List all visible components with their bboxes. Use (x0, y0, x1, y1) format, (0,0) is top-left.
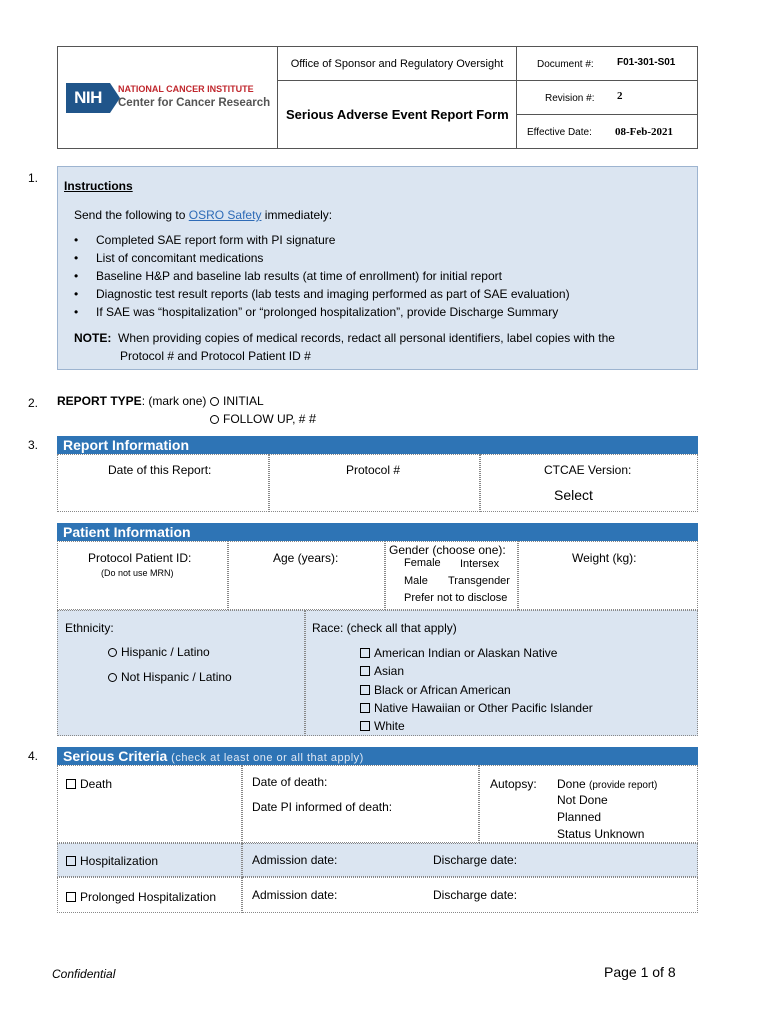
doc-number-label: Document #: (537, 59, 594, 70)
nih-logo: NIH (66, 83, 110, 113)
hospitalization-checkbox[interactable] (66, 856, 76, 866)
protocol-number-label: Protocol # (346, 463, 401, 477)
race-checkbox[interactable] (360, 703, 370, 713)
ctcae-version-select[interactable]: Select (554, 487, 593, 503)
race-option-label: American Indian or Alaskan Native (374, 646, 558, 660)
intro-text: Send the following to (74, 208, 189, 222)
race-option-label: Black or African American (374, 683, 511, 697)
report-date-cell[interactable] (57, 454, 269, 512)
note-line-2: Protocol # and Protocol Patient ID # (120, 349, 311, 363)
effective-date-value: 08-Feb-2021 (615, 126, 674, 138)
protocol-number-cell[interactable] (269, 454, 480, 512)
race-checkbox[interactable] (360, 721, 370, 731)
race-cell (305, 610, 698, 736)
prolonged-hospitalization-option[interactable] (66, 890, 216, 904)
autopsy-label: Autopsy: (490, 777, 537, 791)
race-option[interactable] (360, 683, 511, 697)
autopsy-cell (479, 765, 698, 843)
effective-date-label: Effective Date: (527, 127, 592, 138)
form-title: Serious Adverse Event Report Form (286, 107, 509, 122)
list-item: • List of concomitant medications (74, 251, 570, 269)
document-header (57, 46, 698, 149)
pi-informed-label: Date PI informed of death: (252, 800, 393, 814)
race-option[interactable] (360, 664, 404, 678)
ethnicity-cell (57, 610, 305, 736)
report-type-label (57, 394, 206, 408)
ethnicity-not-hispanic-option[interactable] (108, 670, 232, 684)
prolonged-dates-cell[interactable] (242, 877, 698, 913)
logo-cell (58, 47, 278, 148)
race-checkbox[interactable] (360, 666, 370, 676)
race-option[interactable] (360, 646, 557, 660)
list-item: • If SAE was “hospitalization” or “prolonged hospitalization”, provide Discharge Summary (74, 305, 570, 323)
revision-label: Revision #: (545, 93, 595, 104)
initial-radio[interactable] (210, 397, 219, 406)
death-checkbox[interactable] (66, 779, 76, 789)
list-item: • Diagnostic test result reports (lab tests and imaging performed as part of SAE evaluation) (74, 287, 570, 305)
instructions-panel (57, 166, 698, 370)
hospitalization-option[interactable] (66, 854, 158, 868)
title-cell (278, 47, 517, 148)
age-cell[interactable] (228, 541, 385, 610)
report-type-initial-option[interactable] (210, 394, 264, 408)
gender-option-prefer-not[interactable]: Prefer not to disclose (404, 592, 508, 604)
race-option[interactable] (360, 719, 405, 733)
institute-name: NATIONAL CANCER INSTITUTE (118, 84, 254, 94)
prolonged-checkbox[interactable] (66, 892, 76, 902)
race-option-label: White (374, 719, 405, 733)
date-of-death-label: Date of death: (252, 775, 328, 789)
section-number-3: 3. (28, 438, 39, 452)
admission-date-label: Admission date: (252, 853, 338, 867)
gender-label: Gender (choose one): (389, 543, 506, 557)
report-information-header: Report Information (57, 436, 698, 454)
gender-option-intersex[interactable]: Intersex (460, 558, 500, 570)
instructions-title: Instructions (64, 179, 133, 193)
race-label: Race: (check all that apply) (312, 621, 457, 635)
intro-text-end: immediately: (261, 208, 333, 222)
center-name: Center for Cancer Research (118, 97, 271, 109)
ctcae-version-cell (480, 454, 698, 512)
serious-criteria-header (57, 747, 698, 765)
doc-meta (517, 47, 698, 148)
patient-id-label: Protocol Patient ID: (88, 551, 192, 565)
report-date-label: Date of this Report: (108, 463, 212, 477)
note-label: NOTE: (74, 331, 112, 345)
not-hispanic-radio[interactable] (108, 673, 117, 682)
doc-number-row (517, 47, 698, 81)
admission-date-label: Admission date: (252, 888, 338, 902)
initial-label: INITIAL (223, 394, 264, 408)
effective-date-row (517, 115, 698, 149)
patient-id-cell[interactable] (57, 541, 228, 610)
discharge-date-label: Discharge date: (433, 888, 518, 902)
ethnicity-label: Ethnicity: (65, 621, 114, 635)
gender-cell (385, 541, 518, 610)
section-number-1: 1. (28, 171, 39, 185)
hispanic-label: Hispanic / Latino (121, 645, 210, 659)
prolonged-label: Prolonged Hospitalization (80, 890, 217, 904)
page-number: Page 1 of 8 (604, 964, 676, 980)
follow-up-label: FOLLOW UP, # (223, 412, 306, 426)
section-number-2: 2. (28, 396, 39, 410)
instructions-note (74, 329, 674, 365)
osro-safety-link[interactable]: OSRO Safety (188, 208, 262, 222)
follow-up-number-field[interactable]: # (308, 411, 317, 426)
instructions-intro (74, 208, 332, 222)
follow-up-radio[interactable] (210, 415, 219, 424)
race-checkbox[interactable] (360, 648, 370, 658)
weight-cell[interactable] (518, 541, 698, 610)
note-line-1: When providing copies of medical records, redact all personal identifiers, label copies with the (118, 331, 615, 345)
age-label: Age (years): (273, 551, 339, 565)
hospitalization-label: Hospitalization (80, 854, 159, 868)
gender-option-male[interactable]: Male (404, 575, 428, 587)
report-type-rest: : (mark one) (141, 394, 207, 408)
gender-option-female[interactable]: Female (404, 557, 441, 569)
autopsy-done-option[interactable] (557, 777, 657, 791)
autopsy-done-note: (provide report) (589, 780, 658, 791)
hispanic-radio[interactable] (108, 648, 117, 657)
section-number-4: 4. (28, 749, 39, 763)
hospitalization-dates-cell[interactable] (242, 843, 698, 877)
death-option[interactable] (66, 777, 112, 791)
prolonged-hospitalization-cell[interactable] (57, 877, 242, 913)
report-type-bold: REPORT TYPE (57, 394, 142, 408)
doc-number-value: F01-301-S01 (617, 57, 676, 68)
confidential-footer: Confidential (52, 967, 116, 981)
office-name: Office of Sponsor and Regulatory Oversight (278, 47, 516, 81)
autopsy-planned-option[interactable]: Planned (557, 810, 602, 824)
not-hispanic-label: Not Hispanic / Latino (121, 670, 232, 684)
weight-label: Weight (kg): (572, 551, 637, 565)
race-option[interactable] (360, 701, 593, 715)
autopsy-unknown-option[interactable]: Status Unknown (557, 827, 645, 841)
report-type-follow-up-option[interactable] (210, 411, 316, 426)
list-item: • Completed SAE report form with PI signature (74, 233, 570, 251)
ethnicity-hispanic-option[interactable] (108, 645, 210, 659)
race-option-label: Asian (374, 664, 405, 678)
patient-id-note: (Do not use MRN) (101, 568, 174, 578)
revision-value: 2 (617, 90, 623, 102)
autopsy-done-label: Done (557, 777, 586, 791)
list-item: • Baseline H&P and baseline lab results (at time of enrollment) for initial report (74, 269, 570, 287)
death-dates-cell[interactable] (242, 765, 479, 843)
serious-criteria-subtitle: (check at least one or all that apply) (171, 752, 364, 764)
race-option-label: Native Hawaiian or Other Pacific Islander (374, 701, 593, 715)
autopsy-not-done-option[interactable]: Not Done (557, 793, 608, 807)
revision-row (517, 81, 698, 115)
race-checkbox[interactable] (360, 685, 370, 695)
instructions-list (74, 233, 570, 323)
serious-criteria-title: Serious Criteria (63, 748, 168, 764)
death-cell[interactable] (57, 765, 242, 843)
ctcae-version-label: CTCAE Version: (544, 463, 632, 477)
patient-information-header: Patient Information (57, 523, 698, 541)
hospitalization-cell[interactable] (57, 843, 242, 877)
discharge-date-label: Discharge date: (433, 853, 518, 867)
death-label: Death (80, 777, 113, 791)
gender-option-transgender[interactable]: Transgender (448, 575, 510, 587)
